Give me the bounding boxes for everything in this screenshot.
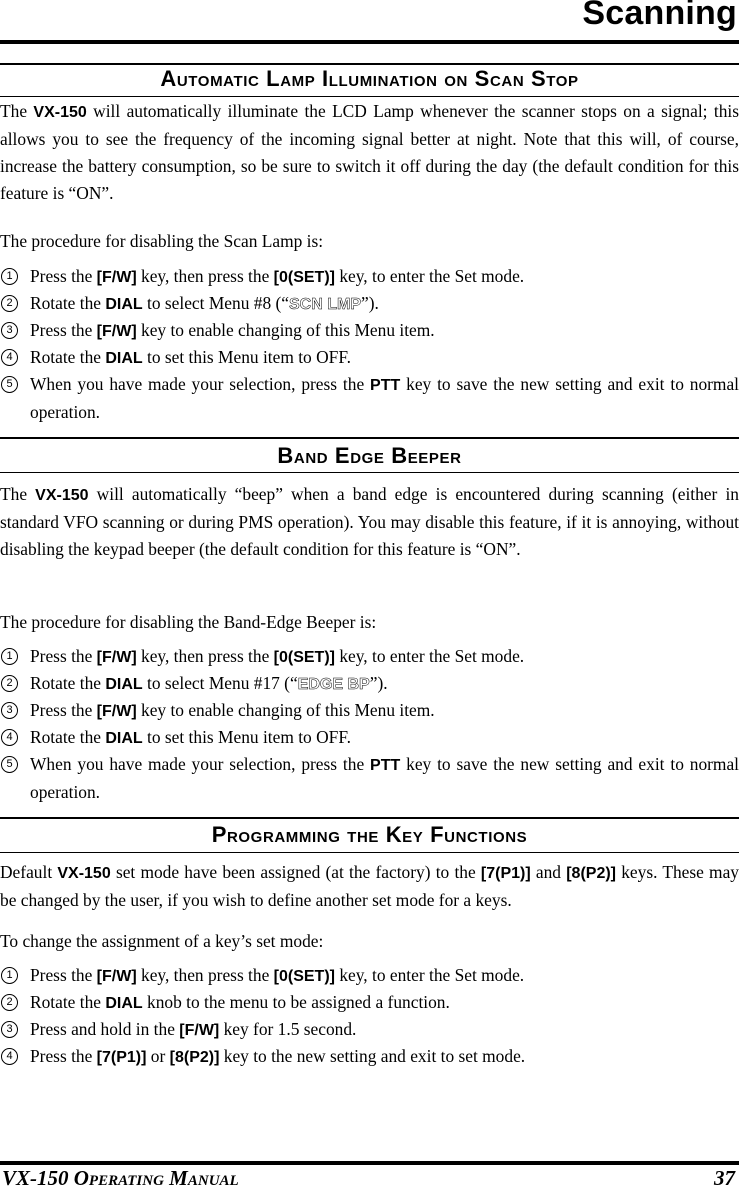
section-rule-top bbox=[0, 437, 739, 439]
step-item: 4 Rotate the DIAL to set this Menu item to OFF. bbox=[0, 724, 739, 752]
intro-paragraph: Default VX-150 set mode have been assigned (at the factory) to the [7(P1)] and [8(P2)] keys. These may be changed by the user, if you wish to define another set mode for a keys. bbox=[0, 862, 739, 910]
lcd-display-text: SCN LMP bbox=[289, 296, 361, 313]
section-heading-lamp: Automatic Lamp Illumination on Scan Stop bbox=[160, 66, 579, 91]
page-title: Scanning bbox=[582, 0, 737, 32]
intro-paragraph: The VX-150 will automatically illuminate the LCD Lamp whenever the scanner stops on a signal; this allows you to see the frequency of the incoming signal better at night. Note that this will, of course, increase the battery consumption, so be sure to switch it off during the day (the default condition for this feature is “ON”. bbox=[0, 101, 739, 203]
footer-rule bbox=[0, 1161, 739, 1165]
step-item: 4 Press the [7(P1)] or [8(P2)] key to the new setting and exit to set mode. bbox=[0, 1043, 739, 1071]
step-item: 1 Press the [F/W] key, then press the [0(SET)] key, to enter the Set mode. bbox=[0, 643, 739, 671]
step-item: 3 Press and hold in the [F/W] key for 1.5 second. bbox=[0, 1016, 739, 1044]
model-name: VX-150 bbox=[35, 487, 89, 504]
section-heading-keys: Programming the Key Functions bbox=[211, 822, 528, 847]
model-name: VX-150 bbox=[57, 865, 111, 882]
step-item: 5 When you have made your selection, press the PTT key to save the new setting and exit to normal operation. bbox=[0, 751, 739, 806]
section-heading-beeper: Band Edge Beeper bbox=[277, 443, 462, 468]
procedure-intro: The procedure for disabling the Band-Edge Beeper is: bbox=[0, 612, 377, 632]
header-rule bbox=[0, 40, 739, 44]
section-rule-bottom bbox=[0, 96, 739, 97]
manual-title: VX-150 Operating Manual bbox=[2, 1166, 239, 1190]
lcd-display-text: EDGE BP bbox=[297, 676, 370, 693]
step-item: 2 Rotate the DIAL to select Menu #17 (“EDGE BP”). bbox=[0, 670, 739, 698]
procedure-intro: The procedure for disabling the Scan Lamp is: bbox=[0, 231, 324, 251]
step-item: 1 Press the [F/W] key, then press the [0(SET)] key, to enter the Set mode. bbox=[0, 962, 739, 990]
section-rule-bottom bbox=[0, 852, 739, 853]
step-item: 5 When you have made your selection, press the PTT key to save the new setting and exit to normal operation. bbox=[0, 371, 739, 426]
step-item: 3 Press the [F/W] key to enable changing of this Menu item. bbox=[0, 317, 739, 345]
section-rule-top bbox=[0, 817, 739, 819]
step-item: 4 Rotate the DIAL to set this Menu item to OFF. bbox=[0, 344, 739, 372]
section-rule-top bbox=[0, 63, 739, 65]
section-rule-bottom bbox=[0, 472, 739, 473]
step-item: 2 Rotate the DIAL knob to the menu to be assigned a function. bbox=[0, 989, 739, 1017]
step-item: 3 Press the [F/W] key to enable changing of this Menu item. bbox=[0, 697, 739, 725]
page-number: 37 bbox=[714, 1166, 735, 1190]
step-item: 2 Rotate the DIAL to select Menu #8 (“SCN LMP”). bbox=[0, 290, 739, 318]
intro-paragraph: The VX-150 will automatically “beep” when a band edge is encountered during scanning (either in standard VFO scanning or during PMS operation). You may disable this feature, if it is annoying, without disabling the keypad beeper (the default condition for this feature is “ON”. bbox=[0, 484, 739, 559]
procedure-intro: To change the assignment of a key’s set mode: bbox=[0, 931, 324, 951]
model-name: VX-150 bbox=[33, 104, 87, 121]
step-item: 1 Press the [F/W] key, then press the [0(SET)] key, to enter the Set mode. bbox=[0, 263, 739, 291]
